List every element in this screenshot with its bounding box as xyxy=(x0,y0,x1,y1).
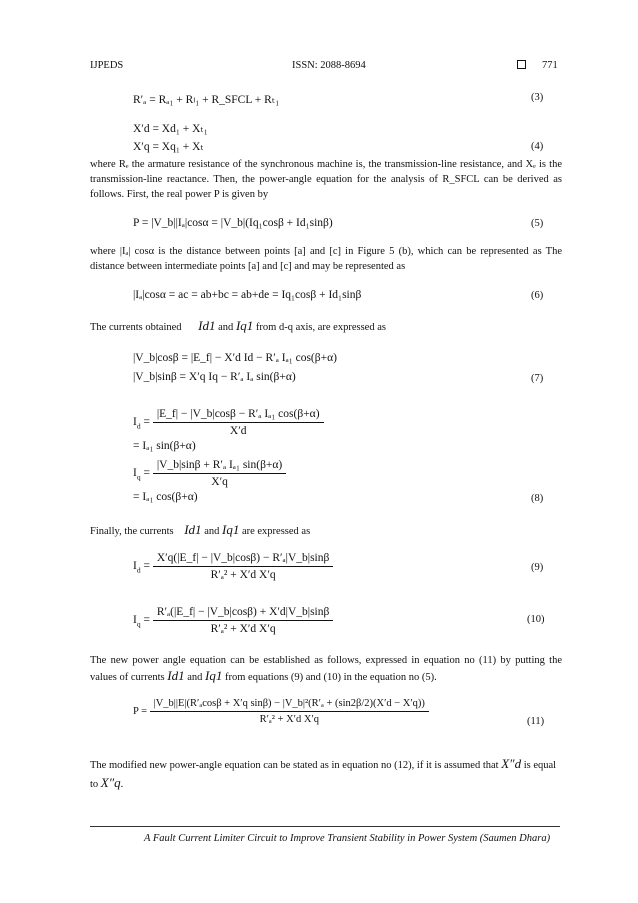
equation-8a-denominator: X′d xyxy=(229,425,247,437)
symbol-id1-c: Id1 xyxy=(167,668,185,683)
footer-text: A Fault Current Limiter Circuit to Improve Transient Stability in Power System (Saumen Dhara) xyxy=(144,833,551,844)
equation-8c-denominator: X′q xyxy=(211,476,228,488)
equation-11-denominator: R′ₐ² + X′d X′q xyxy=(259,714,319,725)
equation-11: P = |V_b||E|(R′ₐcosβ + X′q sinβ) − |V_b|²(R′ₐ + (sin2β/2)(X′d − X′q)) R′ₐ² + X′d X′q xyxy=(133,698,429,725)
journal-name: IJPEDS xyxy=(90,60,124,71)
paragraph-4-and: and xyxy=(204,526,220,537)
equation-number-3: (3) xyxy=(531,92,544,103)
paragraph-6-part-a: The modified new power-angle equation can be stated as in equation no (12), if it is assumed that xyxy=(90,760,499,771)
equation-8d: = Iₐ₁ cos(β+α) xyxy=(133,491,198,503)
equation-11-numerator: |V_b||E|(R′ₐcosβ + X′q sinβ) − |V_b|²(R′ₐ + (sin2β/2)(X′d − X′q)) xyxy=(150,698,429,712)
paragraph-4-part-c: are expressed as xyxy=(241,526,311,537)
paragraph-5-and: and xyxy=(187,672,203,683)
equation-10-numerator: R′ₐ(|E_f| − |V_b|cosβ) + X′d|V_b|sinβ xyxy=(153,606,334,621)
equation-9-denominator: R′ₐ² + X′d X′q xyxy=(210,569,276,581)
equation-7b: |V_b|sinβ = X′q Iq − R′ₐ Iₐ sin(β+α) xyxy=(133,371,296,383)
paragraph-5 xyxy=(90,653,562,685)
paragraph-6-part-b: is equal to xyxy=(90,760,557,790)
equation-number-5: (5) xyxy=(531,218,544,229)
equation-4a: X′d = Xd₁ + Xₜ₁ xyxy=(133,123,208,135)
symbol-iq1-b: Iq1 xyxy=(221,522,240,537)
equation-8b: = Iₐ₁ sin(β+α) xyxy=(133,440,196,452)
equation-10-denominator: R′ₐ² + X′d X′q xyxy=(210,623,276,635)
equation-8a-numerator: |E_f| − |V_b|cosβ − R′ₐ Iₐ₁ cos(β+α) xyxy=(153,408,324,423)
equation-number-6: (6) xyxy=(531,290,544,301)
equation-3: R′ₐ = Rₐ₁ + Rₗ₁ + R_SFCL + Rₜ₁ xyxy=(133,94,280,106)
equation-number-9: (9) xyxy=(531,562,544,573)
footer-divider xyxy=(90,826,560,827)
equation-8c-numerator: |V_b|sinβ + R′ₐ Iₐ₁ sin(β+α) xyxy=(153,459,286,474)
equation-10: $I_q$ = $\frac{\text{R′ₐ(|E\_f| − |V\_b|cosβ) + X′d|V\_b|sinβ}}{\text{R′ₐ² + X′d X′q}}$ xyxy=(133,606,333,635)
paragraph-4 xyxy=(90,522,310,538)
paragraph-3-and: and xyxy=(218,322,234,333)
paragraph-4-part-a: Finally, the currents xyxy=(90,526,174,537)
equation-6: |Iₐ|cosα = ac = ab+bc = ab+de = Iq₁cosβ + Id₁sinβ xyxy=(133,289,362,301)
equation-7a: |V_b|cosβ = |E_f| − X′d Id − R′ₐ Iₐ₁ cos(β+α) xyxy=(133,352,337,364)
equation-9-numerator: X′q(|E_f| − |V_b|cosβ) − R′ₐ|V_b|sinβ xyxy=(153,552,334,567)
equation-number-7: (7) xyxy=(531,373,544,384)
header-box-icon xyxy=(517,60,526,71)
symbol-id1-b: Id1 xyxy=(184,522,202,537)
paragraph-1: where Rₑ the armature resistance of the synchronous machine is, the transmission-line resistance, and Xₑ is the transmission-line reactance. Then, the power-angle equation for the analysis of R_SFCL can be derived as follows. First, the real power P is given by xyxy=(90,159,562,200)
equation-number-11: (11) xyxy=(527,716,545,727)
equation-number-10: (10) xyxy=(527,614,545,625)
symbol-xd-double-prime: X″d xyxy=(501,756,522,771)
symbol-iq1-c: Iq1 xyxy=(205,668,223,683)
paragraph-3-part-a: The currents obtained xyxy=(90,322,182,333)
paragraph-2: where |Iₐ| cosα is the distance between points [a] and [c] in Figure 5 (b), which can be represented as The distance between intermediate points [a] and [c] and may be represented as xyxy=(90,246,562,272)
equation-4b: X′q = Xq₁ + Xₜ xyxy=(133,141,204,153)
issn-text: ISSN: 2088-8694 xyxy=(292,60,366,71)
paragraph-3-part-c: from d-q axis, are expressed as xyxy=(255,322,386,333)
equation-8c: $I_q$ = $\frac{\text{|V\_b|sinβ + R′ₐ Iₐ₁ sin(β+α)}}{X'q}$ xyxy=(133,459,286,488)
paragraph-3 xyxy=(90,318,386,334)
equation-5: P = |V_b||Iₐ|cosα = |V_b|(Iq₁cosβ + Id₁sinβ) xyxy=(133,217,333,229)
page-number: 771 xyxy=(542,60,558,71)
paragraph-5-part-c: from equations (9) and (10) in the equation no (5). xyxy=(225,672,437,683)
equation-number-4: (4) xyxy=(531,141,544,152)
symbol-iq1: Iq1 xyxy=(235,318,254,333)
symbol-id1: Id1 xyxy=(198,318,216,333)
equation-number-8: (8) xyxy=(531,493,544,504)
paragraph-6: The modified new power-angle equation can be stated as in equation no (12), if it is assumed that X″d is equal to X″q. xyxy=(90,756,557,790)
equation-9: $I_d$ = $\frac{\text{X′q(|E\_f| − |V\_b|cosβ) − R′ₐ|V\_b|sinβ}}{\text{R′ₐ² + X′d X′q}}$ xyxy=(133,552,333,581)
paragraph-5-part-a: The new power angle equation can be established as follows, expressed in equation no (11) by putting the values of currents xyxy=(90,655,562,683)
symbol-xq-double-prime: X″q xyxy=(100,775,121,790)
equation-8a: $I_d$ = $\frac{\text{|E\_f| − |V\_b|cosβ − R′ₐ Iₐ₁ cos(β+α)}}{X'd}$ xyxy=(133,408,324,437)
